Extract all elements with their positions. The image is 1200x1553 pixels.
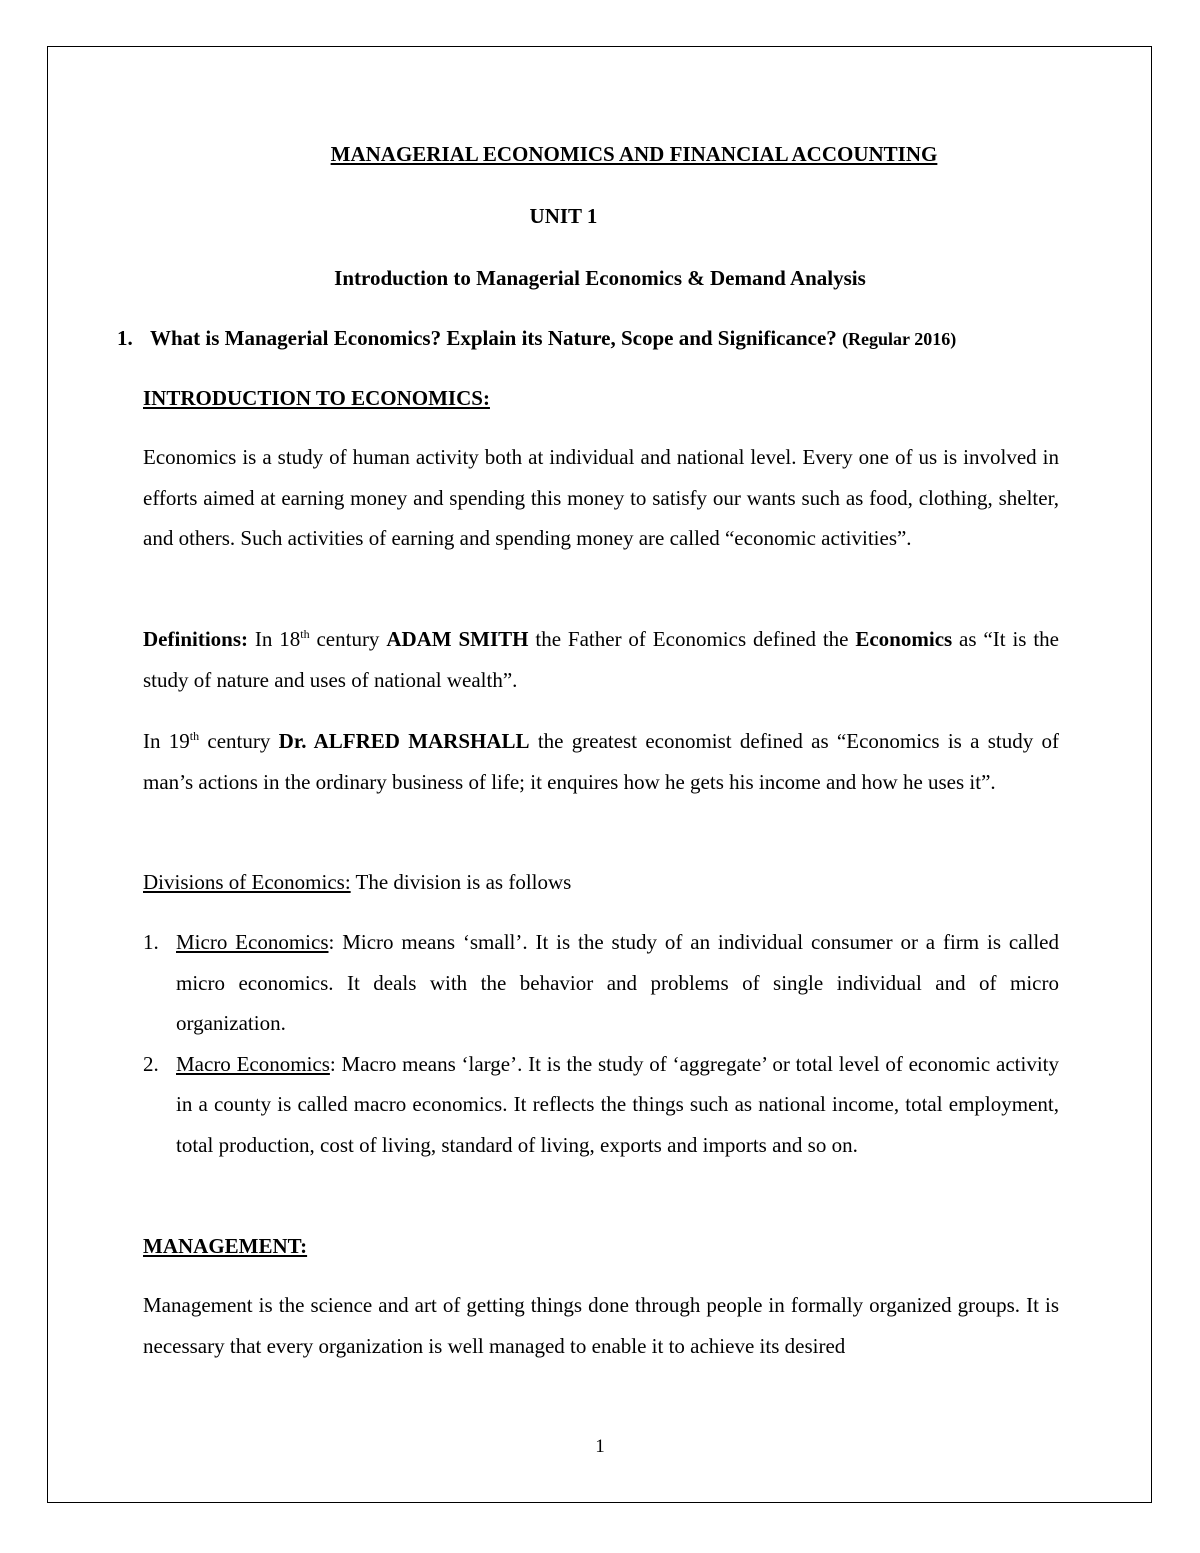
question-1 (117, 326, 956, 351)
question-text: What is Managerial Economics? Explain its Nature, Scope and Significance? (150, 326, 837, 350)
document-title: MANAGERIAL ECONOMICS AND FINANCIAL ACCOUNTING (330, 142, 938, 166)
management-paragraph: Management is the science and art of getting things done through people in formally organized groups. It is necessary that every organization is well managed to enable it to achieve its desired (143, 1293, 1059, 1358)
page-number: 1 (595, 1436, 605, 1457)
definition-text: century (309, 627, 387, 651)
list-number: 2. (143, 1051, 159, 1076)
list-term: Macro Economics (176, 1051, 330, 1076)
definition-text: In 18 (248, 627, 301, 651)
question-meta: (Regular 2016) (842, 329, 957, 349)
intro-heading: INTRODUCTION TO ECONOMICS: (143, 386, 490, 410)
term: Economics (855, 627, 953, 651)
definition-adam-smith (143, 619, 1059, 700)
definition-marshall (143, 721, 1059, 802)
definitions-label: Definitions: (143, 627, 248, 651)
list-item (143, 922, 1059, 1044)
divisions-label: Divisions of Economics: (143, 870, 351, 894)
definition-text: In 19 (143, 729, 190, 753)
list-term: Micro Economics (176, 930, 329, 954)
list-text: : Micro means ‘small’. It is the study of an individual consumer or a firm is called micro economics. It deals with the behavior and problems of single individual and of micro organization. (176, 930, 1059, 1035)
intro-paragraph: Economics is a study of human activity both at individual and national level. Every one of us is involved in efforts aimed at earning money and spending this money to satisfy our wants such as food, clothing, shelter, and others. Such activities of earning and spending money are called “economic activities”. (143, 445, 1059, 550)
question-number: 1. (117, 326, 133, 350)
superscript: th (300, 627, 310, 641)
unit-heading: UNIT 1 (529, 204, 598, 228)
management-heading: MANAGEMENT: (143, 1234, 308, 1258)
person-name: Dr. ALFRED MARSHALL (278, 729, 530, 753)
divisions-list (143, 922, 1059, 1165)
definition-text: century (199, 729, 279, 753)
definition-text: the greatest economist defined as “Economics is a study of man’s actions in the ordinary business of life; it enquires how he gets his income and how he uses it”. (143, 729, 1059, 794)
superscript: th (189, 729, 200, 743)
definition-text: the Father of Economics defined the (528, 627, 856, 651)
list-text: : Macro means ‘large’. It is the study of ‘aggregate’ or total level of economic activity in a county is called macro economics. It reflects the things such as national income, total employment, total production, cost of living, standard of living, exports and imports and so on. (176, 1051, 1059, 1157)
unit-subtitle: Introduction to Managerial Economics & Demand Analysis (334, 266, 866, 290)
definition-text: as “It is the study of nature and uses of national wealth”. (143, 627, 1059, 692)
person-name: ADAM SMITH (386, 627, 529, 651)
divisions-intro (143, 862, 1059, 903)
list-item (143, 1044, 1059, 1166)
list-number: 1. (143, 930, 159, 954)
divisions-text: The division is as follows (350, 870, 572, 894)
